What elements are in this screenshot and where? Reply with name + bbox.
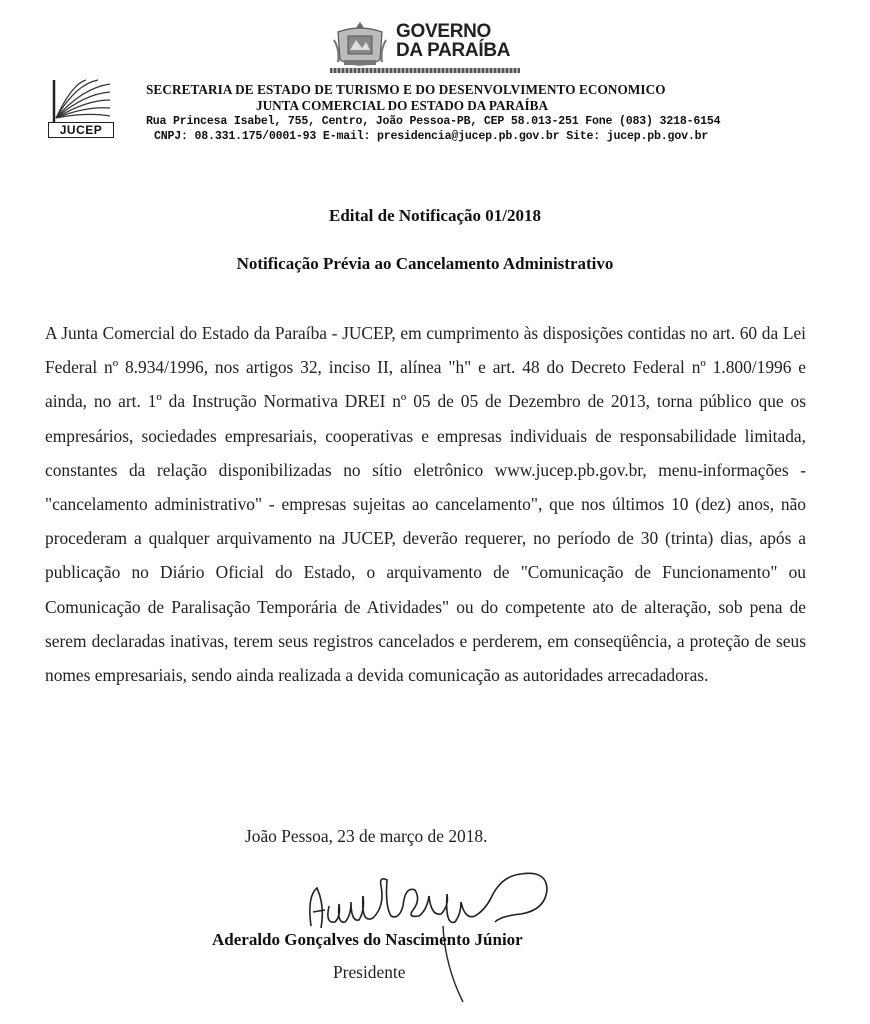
government-logo-bar <box>330 68 520 73</box>
government-logo-line2: DA PARAÍBA <box>396 40 511 61</box>
signer-name: Aderaldo Gonçalves do Nascimento Júnior <box>212 930 523 949</box>
date-line: João Pessoa, 23 de março de 2018. <box>245 826 488 846</box>
state-coat-of-arms-icon <box>330 20 390 70</box>
letterhead-secretaria: SECRETARIA DE ESTADO DE TURISMO E DO DESENVOLVIMENTO ECONOMICO <box>146 82 666 97</box>
letterhead-address: Rua Princesa Isabel, 755, Centro, João Pessoa-PB, CEP 58.013-251 Fone (083) 3218-6154 <box>146 115 721 128</box>
jucep-logo-label: JUCEP <box>48 122 114 138</box>
jucep-rays-icon <box>42 78 114 124</box>
letterhead-contact: CNPJ: 08.331.175/0001-93 E-mail: presidencia@jucep.pb.gov.br Site: jucep.pb.gov.br <box>154 130 709 143</box>
government-logo <box>330 20 540 76</box>
document-title: Edital de Notificação 01/2018 <box>328 206 541 225</box>
letterhead-junta: JUNTA COMERCIAL DO ESTADO DA PARAÍBA <box>256 98 548 113</box>
government-logo-line1: GOVERNO <box>396 21 492 42</box>
notice-body: A Junta Comercial do Estado da Paraíba - JUCEP, em cumprimento às disposições contidas no art. 60 da Lei Federal nº 8.934/1996, nos artigos 32, inciso II, alínea "h" e art. 48 do Decreto Federal nº 1.800/1996 e ainda, no art. 1º da Instrução Normativa DREI nº 05 de 05 de Dezembro de 2013, torna público que os empresários, sociedades empresariais, cooperativas e empresas individuais de responsabilidade limitada, constantes da relação disponibilizadas no sítio eletrônico www.jucep.pb.gov.br, menu-informações - "cancelamento administrativo" - empresas sujeitas ao cancelamento", que nos últimos 10 (dez) anos, não procederam a qualquer arquivamento na JUCEP, deverão requerer, no período de 30 (trinta) dias, após a publicação no Diário Oficial do Estado, o arquivamento de "Comunicação de Funcionamento" ou Comunicação de Paralisação Temporária de Atividades" ou do competente ato de alteração, sob pena de serem declaradas inativas, terem seus registros cancelados e perderem, em conseqüência, a proteção de seus nomes empresariais, sendo ainda realizada a devida comunicação as autoridades arrecadadoras. <box>45 323 806 686</box>
government-logo-text <box>396 22 510 60</box>
document-subtitle: Notificação Prévia ao Cancelamento Administrativo <box>236 254 614 273</box>
signer-role: Presidente <box>333 962 406 982</box>
jucep-logo <box>42 78 114 140</box>
letterhead <box>146 82 846 144</box>
